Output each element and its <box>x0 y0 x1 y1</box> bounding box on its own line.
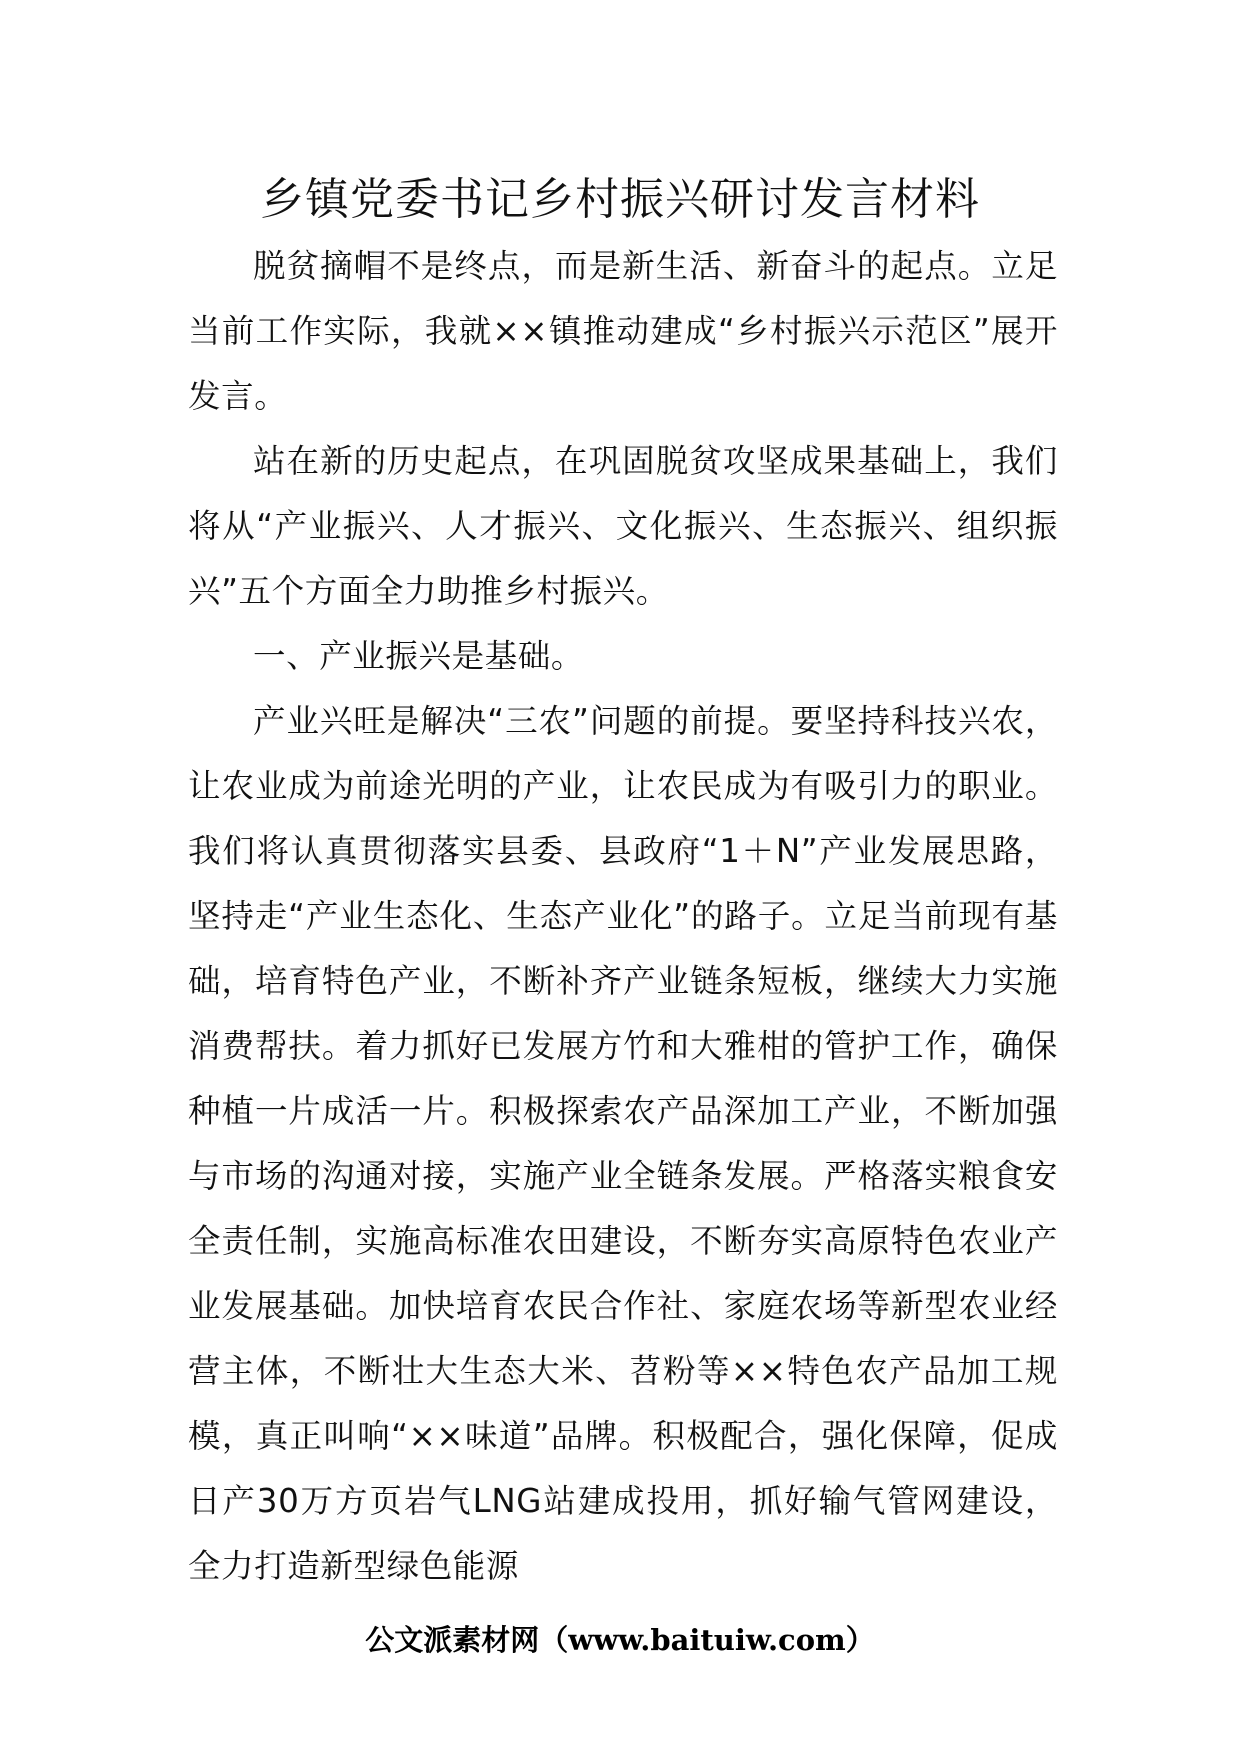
document-title: 乡镇党委书记乡村振兴研讨发言材料 <box>260 174 980 225</box>
document-body <box>188 234 1058 1599</box>
paragraph-overview: 站在新的历史起点，在巩固脱贫攻坚成果基础上，我们将从“产业振兴、人才振兴、文化振兴、生态振兴、组织振兴”五个方面全力助推乡村振兴。 <box>188 442 1058 610</box>
footer-watermark: 公文派素材网（www.baituiw.com） <box>365 1623 875 1657</box>
section-heading-industry: 一、产业振兴是基础。 <box>253 637 585 675</box>
paragraph-industry: 产业兴旺是解决“三农”问题的前提。要坚持科技兴农，让农业成为前途光明的产业，让农民成为有吸引力的职业。我们将认真贯彻落实县委、县政府“1＋N”产业发展思路，坚持走“产业生态化、生态产业化”的路子。立足当前现有基础，培育特色产业，不断补齐产业链条短板，继续大力实施消费帮扶。着力抓好已发展方竹和大雅柑的管护工作，确保种植一片成活一片。积极探索农产品深加工产业，不断加强与市场的沟通对接，实施产业全链条发展。严格落实粮食安全责任制，实施高标准农田建设，不断夯实高原特色农业产业发展基础。加快培育农民合作社、家庭农场等新型农业经营主体，不断壮大生态大米、苕粉等××特色农产品加工规模，真正叫响“××味道”品牌。积极配合，强化保障，促成日产30万方页岩气LNG站建成投用，抓好输气管网建设，全力打造新型绿色能源 <box>188 702 1058 1585</box>
paragraph-intro: 脱贫摘帽不是终点，而是新生活、新奋斗的起点。立足当前工作实际，我就××镇推动建成“乡村振兴示范区”展开发言。 <box>188 247 1058 415</box>
